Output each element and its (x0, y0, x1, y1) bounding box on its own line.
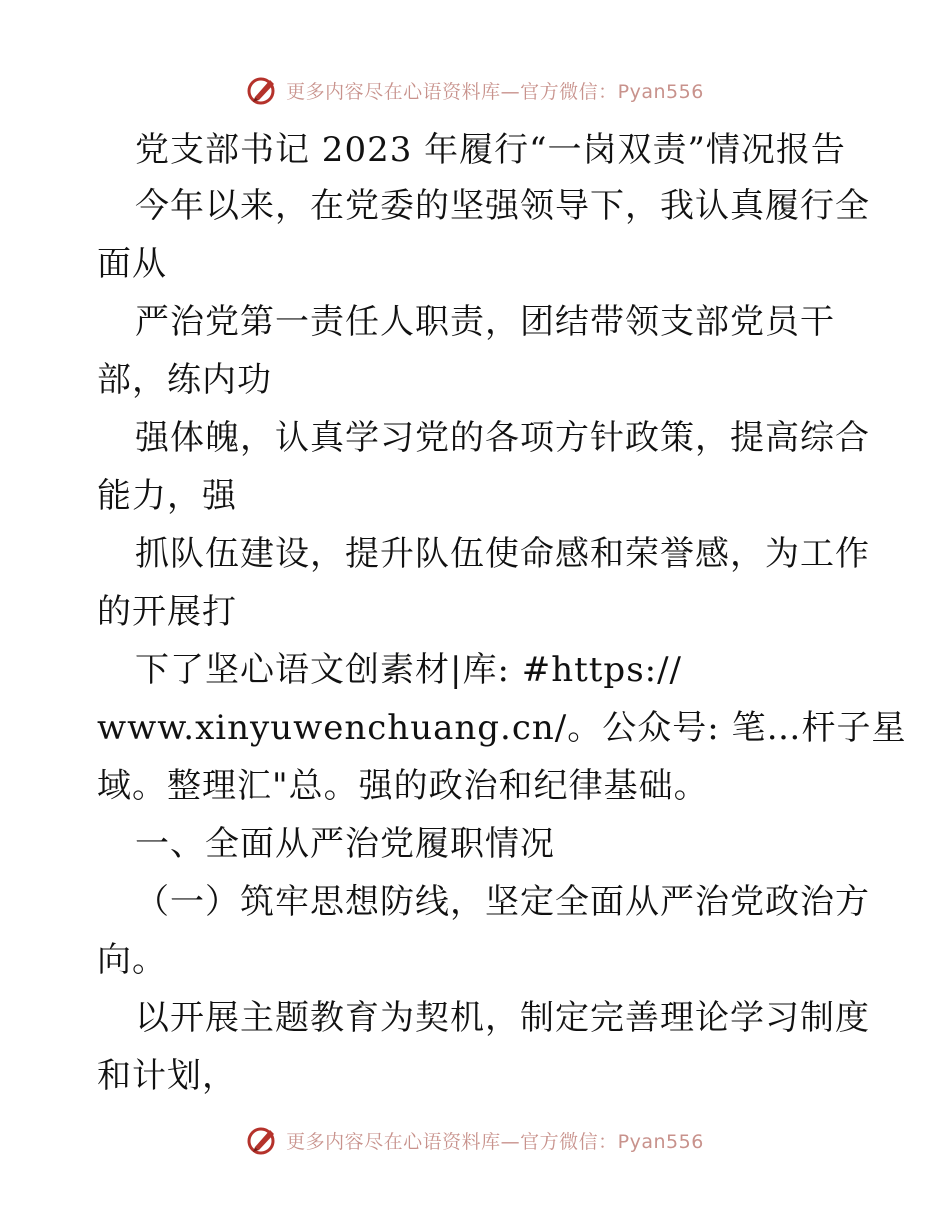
document-title: 党支部书记 2023 年履行“一岗双责”情况报告 (135, 130, 846, 170)
footer-banner (0, 1120, 950, 1160)
paragraph-line: 强体魄，认真学习党的各项方针政策，提高综合 (135, 418, 870, 458)
paragraph-line: www.xinyuwenchuang.cn/。公众号: 笔…杆子星 (97, 708, 907, 748)
paragraph-line: 域。整理汇"总。强的政治和纪律基础。 (97, 766, 709, 806)
paragraph-line: 和计划， (97, 1056, 237, 1096)
paragraph-line: 面从 (97, 244, 167, 284)
paragraph-line: 抓队伍建设，提升队伍使命感和荣誉感，为工作 (135, 534, 870, 574)
subsection-heading: （一）筑牢思想防线，坚定全面从严治党政治方 (135, 882, 870, 922)
section-heading: 一、全面从严治党履职情况 (135, 824, 555, 864)
footer-banner-text: 更多内容尽在心语资料库—官方微信：Pyan556 (286, 1130, 704, 1153)
paragraph-line: 能力，强 (97, 476, 237, 516)
paragraph-line: 的开展打 (97, 592, 237, 632)
paragraph-line: 向。 (97, 940, 167, 980)
header-banner (0, 70, 950, 110)
paragraph-line: 今年以来，在党委的坚强领导下，我认真履行全 (135, 186, 870, 226)
pen-logo-icon (246, 73, 280, 107)
paragraph-line: 严治党第一责任人职责，团结带领支部党员干 (135, 302, 835, 342)
paragraph-line: 以开展主题教育为契机，制定完善理论学习制度 (135, 998, 870, 1038)
pen-logo-icon (246, 1123, 280, 1157)
paragraph-line: 下了坚心语文创素材|库: #https:// (135, 650, 683, 690)
paragraph-line: 部，练内功 (97, 360, 272, 400)
header-banner-text: 更多内容尽在心语资料库—官方微信：Pyan556 (286, 80, 704, 103)
